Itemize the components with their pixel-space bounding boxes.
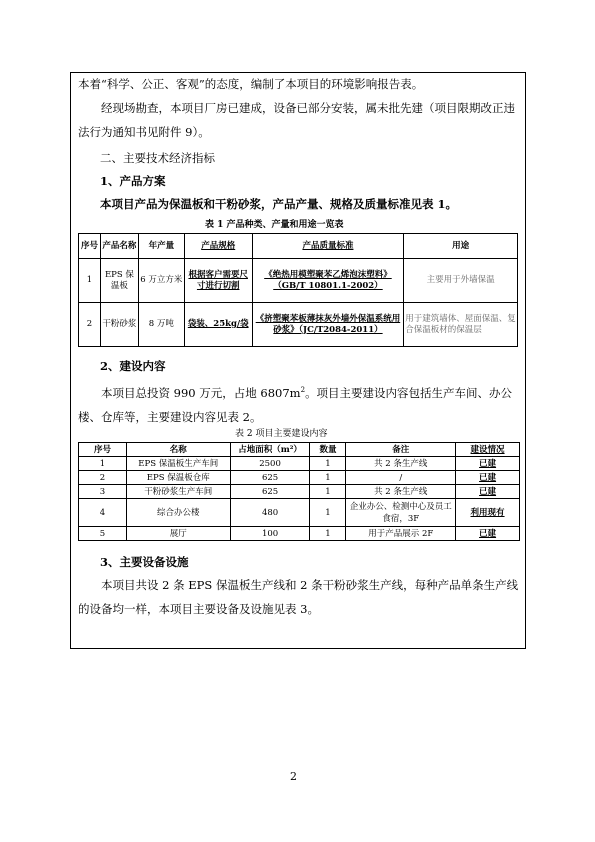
table-cell: 干粉砂浆生产车间 xyxy=(126,485,230,499)
intro-paragraph: 经现场勘查，本项目厂房已建成，设备已部分安装，属未批先建（项目限期改正违法行为通知书见附件 9）。 xyxy=(78,101,515,139)
table-cell: 6 万立方米 xyxy=(138,259,184,303)
subheading-equipment: 3、主要设备设施 xyxy=(100,555,189,569)
table1-header: 产品规格 xyxy=(184,234,252,259)
table-row xyxy=(79,499,520,527)
page-number: 2 xyxy=(290,770,297,783)
table-cell: 5 xyxy=(79,527,127,541)
table-cell: 1 xyxy=(79,259,101,303)
table-cell: 用于产品展示 2F xyxy=(346,527,456,541)
table-cell: 根据客户需要尺寸进行切割 xyxy=(184,259,252,303)
table-row xyxy=(79,303,518,347)
table2-header: 数量 xyxy=(310,443,346,457)
table-row xyxy=(79,471,520,485)
table-row xyxy=(79,259,518,303)
table-cell: 《绝热用模塑聚苯乙烯泡沫塑料》（GB/T 10801.1-2002） xyxy=(252,259,404,303)
table-cell: 2500 xyxy=(230,457,310,471)
table-cell: 480 xyxy=(230,499,310,527)
table2-header: 占地面积（m²） xyxy=(230,443,310,457)
table1-caption: 表 1 产品种类、产量和用途一览表 xyxy=(205,220,344,230)
intro-line: 本着“科学、公正、客观”的态度，编制了本项目的环境影响报告表。 xyxy=(78,77,424,91)
subheading-product-plan: 1、产品方案 xyxy=(100,174,166,188)
product-plan-text: 本项目产品为保温板和干粉砂浆，产品产量、规格及质量标准见表 1。 xyxy=(100,197,458,211)
table-cell: 1 xyxy=(79,457,127,471)
table2-caption: 表 2 项目主要建设内容 xyxy=(235,429,328,439)
table-cell: 《挤塑聚苯板薄抹灰外墙外保温系统用砂浆》（JC/T2084-2011） xyxy=(252,303,404,347)
table-cell: 袋装、25kg/袋 xyxy=(184,303,252,347)
table-cell: 综合办公楼 xyxy=(126,499,230,527)
construction-text-a: 本项目总投资 990 万元，占地 6807m xyxy=(101,385,301,400)
table-cell: 1 xyxy=(310,485,346,499)
table-cell: 4 xyxy=(79,499,127,527)
table1-header: 产品质量标准 xyxy=(252,234,404,259)
table2-header: 序号 xyxy=(79,443,127,457)
table-row xyxy=(79,527,520,541)
table-cell: 展厅 xyxy=(126,527,230,541)
table-cell: 干粉砂浆 xyxy=(100,303,138,347)
construction-text-b: 。项目主要建设内容包括生产车间、办公楼、仓库等，主要建设内容见表 2。 xyxy=(78,385,513,424)
table2-header: 备注 xyxy=(346,443,456,457)
table-row xyxy=(79,457,520,471)
table-cell: 2 xyxy=(79,471,127,485)
table-cell: 共 2 条生产线 xyxy=(346,485,456,499)
table-cell: 已建 xyxy=(456,457,520,471)
construction-table xyxy=(78,442,520,541)
table-cell: 100 xyxy=(230,527,310,541)
table-cell: 1 xyxy=(310,457,346,471)
table1-header: 年产量 xyxy=(138,234,184,259)
section-heading-2: 二、主要技术经济指标 xyxy=(100,151,215,165)
table-cell: 主要用于外墙保温 xyxy=(404,259,518,303)
table-row xyxy=(79,485,520,499)
table-cell: 625 xyxy=(230,471,310,485)
table-cell: 1 xyxy=(310,527,346,541)
table1-header-row xyxy=(79,234,518,259)
table-cell: 2 xyxy=(79,303,101,347)
table-cell: 1 xyxy=(310,499,346,527)
table-cell: 已建 xyxy=(456,471,520,485)
table-cell: 3 xyxy=(79,485,127,499)
table-cell: EPS 保温板 xyxy=(100,259,138,303)
equipment-text: 本项目共设 2 条 EPS 保温板生产线和 2 条干粉砂浆生产线，每种产品单条生产线的设备均一样，本项目主要设备及设施见表 3。 xyxy=(78,578,519,616)
subheading-construction: 2、建设内容 xyxy=(100,359,166,373)
table2-header-row xyxy=(79,443,520,457)
construction-text xyxy=(78,378,520,429)
table-cell: 8 万吨 xyxy=(138,303,184,347)
product-table xyxy=(78,233,518,347)
table-cell: 利用现有 xyxy=(456,499,520,527)
table2-header: 建设情况 xyxy=(456,443,520,457)
table-cell: 1 xyxy=(310,471,346,485)
table2-header: 名称 xyxy=(126,443,230,457)
table-cell: EPS 保温板仓库 xyxy=(126,471,230,485)
table1-header: 产品名称 xyxy=(100,234,138,259)
table1-header: 用途 xyxy=(404,234,518,259)
table-cell: / xyxy=(346,471,456,485)
table-cell: EPS 保温板生产车间 xyxy=(126,457,230,471)
table1-header: 序号 xyxy=(79,234,101,259)
table-cell: 用于建筑墙体、屋面保温、复合保温板材的保温层 xyxy=(404,303,518,347)
table-cell: 已建 xyxy=(456,485,520,499)
table-cell: 625 xyxy=(230,485,310,499)
table-cell: 企业办公、检测中心及员工食宿，3F xyxy=(346,499,456,527)
table-cell: 已建 xyxy=(456,527,520,541)
superscript-2: 2 xyxy=(300,386,306,394)
table-cell: 共 2 条生产线 xyxy=(346,457,456,471)
